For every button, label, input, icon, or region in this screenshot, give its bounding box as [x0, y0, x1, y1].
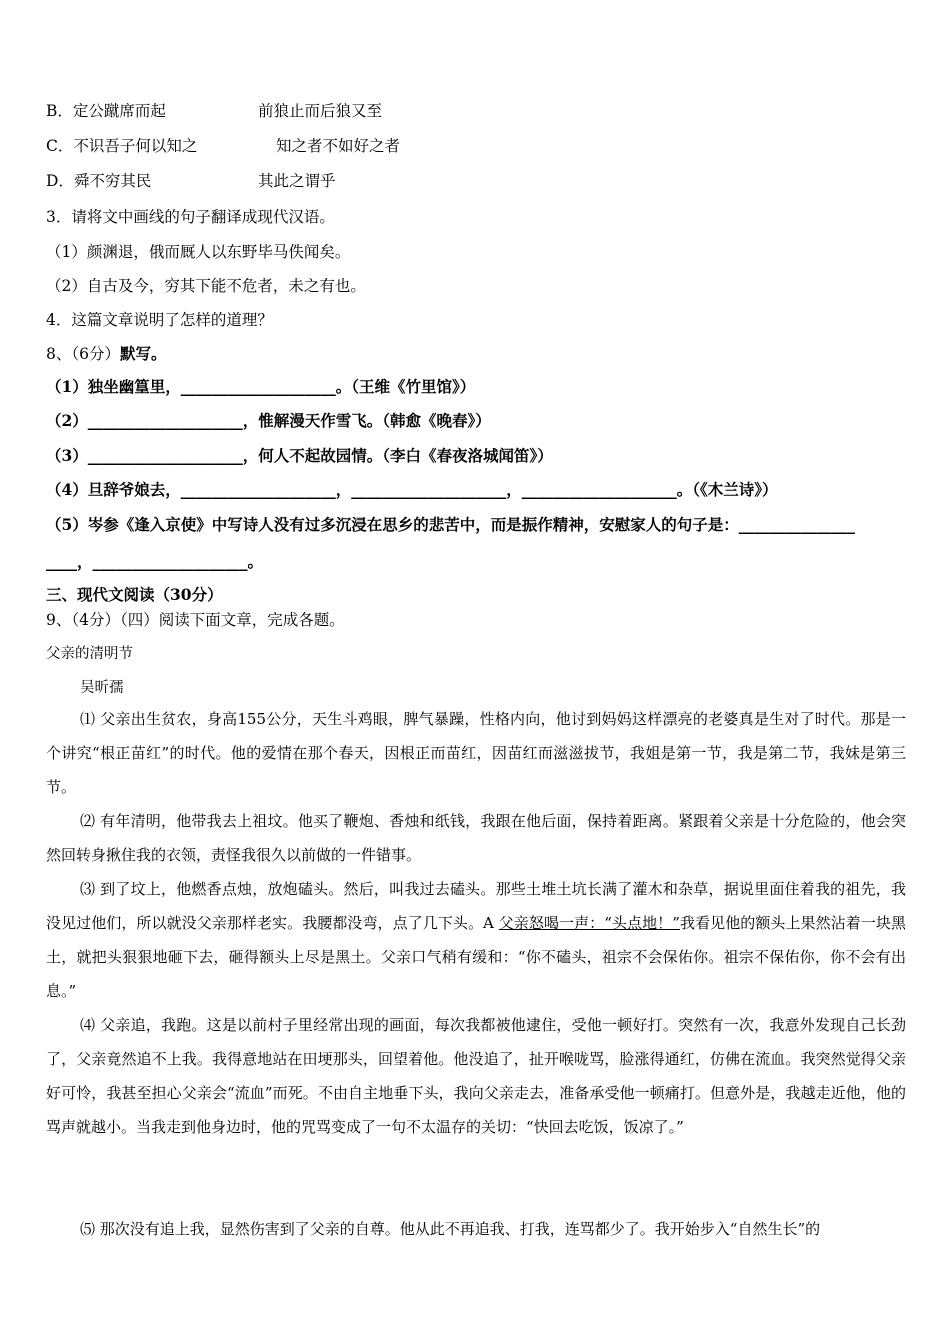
- article-paragraph-2: ⑵ 有年清明，他带我去上祖坟。他买了鞭炮、香烛和纸钱，我跟在他后面，保持着距离。紧跟着父亲是十分危险的，他会突然回转身揪住我的衣领，责怪我很久以前做的一件错事。: [46, 812, 906, 864]
- dictation-line-3: （3）____________________，何人不起故园情。（李白《春夜洛城闻笛》）: [46, 446, 553, 465]
- section-heading: 三、现代文阅读（30分）: [46, 585, 223, 604]
- article-author: 吴昕孺: [80, 680, 124, 696]
- question-8-number: 8、（6分）: [46, 345, 120, 363]
- option-b-right: 前狼止而后狼又至: [258, 102, 383, 120]
- question-8-instruction: 默写。: [119, 344, 167, 363]
- question-8-heading: [46, 344, 167, 364]
- option-b-label: B．定公蹴席而起: [46, 102, 166, 120]
- option-d-right: 其此之谓乎: [258, 172, 336, 190]
- dictation-line-2: （2）____________________，惟解漫天作雪飞。（韩愈《晚春》）: [46, 411, 491, 430]
- paragraph-3-part-a: ⑶ 到了坟上，他燃香点烛，放炮磕头。然后，叫我过去磕头。那些土堆土坑长满了灌木和杂草，据说里面住着我的祖先，我没见过他们，所以就没父亲那样老实。我腰都没弯，点了几下头。A: [46, 880, 906, 932]
- option-b: [46, 101, 166, 121]
- question-3-item-1: （1）颜渊退，俄而厩人以东野毕马佚闻矣。: [46, 243, 351, 261]
- option-c-label: C．不识吾子何以知之: [46, 137, 198, 155]
- dictation-line-1: （1）独坐幽篁里，____________________。（王维《竹里馆》）: [46, 377, 476, 396]
- underlined-sentence-a: 父亲怒喝一声：“头点地！”: [498, 914, 680, 932]
- option-d: [46, 171, 151, 191]
- question-4: 4．这篇文章说明了怎样的道理？: [46, 311, 273, 329]
- paragraph-3-part-b: 我看见他的额头上果然沾着一块黑土，就把头狠狠地砸下去，砸得额头上尽是黑土。父亲口气稍有缓和：“你不磕头，祖宗不会保佑你。祖宗不保佑你，你不会有出息。”: [46, 914, 906, 1000]
- question-3-title: 3．请将文中画线的句子翻译成现代汉语。: [46, 208, 335, 226]
- question-3-item-2: （2）自古及今，穷其下能不危者，未之有也。: [46, 277, 366, 295]
- question-9: 9、（4分）（四）阅读下面文章，完成各题。: [46, 611, 345, 629]
- option-c: [46, 136, 197, 156]
- article-paragraph-4: ⑷ 父亲追，我跑。这是以前村子里经常出现的画面，每次我都被他逮住，受他一顿好打。突然有一次，我意外发现自己长劲了，父亲竟然追不上我。我得意地站在田埂那头，回望着他。他没追了，扯开喉咙骂，脸涨得通红，仿佛在流血。我突然觉得父亲好可怜，我甚至担心父亲会“流血”而死。不由自主地垂下头，我向父亲走去，准备承受他一顿痛打。但意外是，我越走近他，他的骂声就越小。当我走到他身边时，他的咒骂变成了一句不太温存的关切：“快回去吃饭，饭凉了。”: [46, 1016, 906, 1136]
- article-title: 父亲的清明节: [46, 646, 133, 662]
- option-c-right: 知之者不如好之者: [276, 137, 401, 155]
- article-paragraph-3: [46, 872, 906, 1008]
- article-paragraph-5: ⑸ 那次没有追上我，显然伤害到了父亲的自尊。他从此不再追我、打我，连骂都少了。我开始步入“自然生长”的: [80, 1220, 821, 1238]
- dictation-line-5-cont: ____，____________________。: [46, 552, 264, 571]
- article-paragraph-1: ⑴ 父亲出生贫农，身高155公分，天生斗鸡眼，脾气暴躁，性格内向，他讨到妈妈这样漂亮的老婆真是生对了时代。那是一个讲究“根正苗红”的时代。他的爱情在那个春天，因根正而苗红，因苗红而滋滋拔节，我姐是第一节，我是第二节，我妹是第三节。: [46, 710, 906, 796]
- dictation-line-5: （5）岑参《逢入京使》中写诗人没有过多沉浸在思乡的悲苦中，而是振作精神，安慰家人的句子是：_______________: [46, 515, 856, 534]
- dictation-line-4: （4）旦辞爷娘去，____________________，____________________，____________________。（《木兰诗》）: [46, 480, 778, 499]
- option-d-label: D．舜不穷其民: [46, 172, 152, 190]
